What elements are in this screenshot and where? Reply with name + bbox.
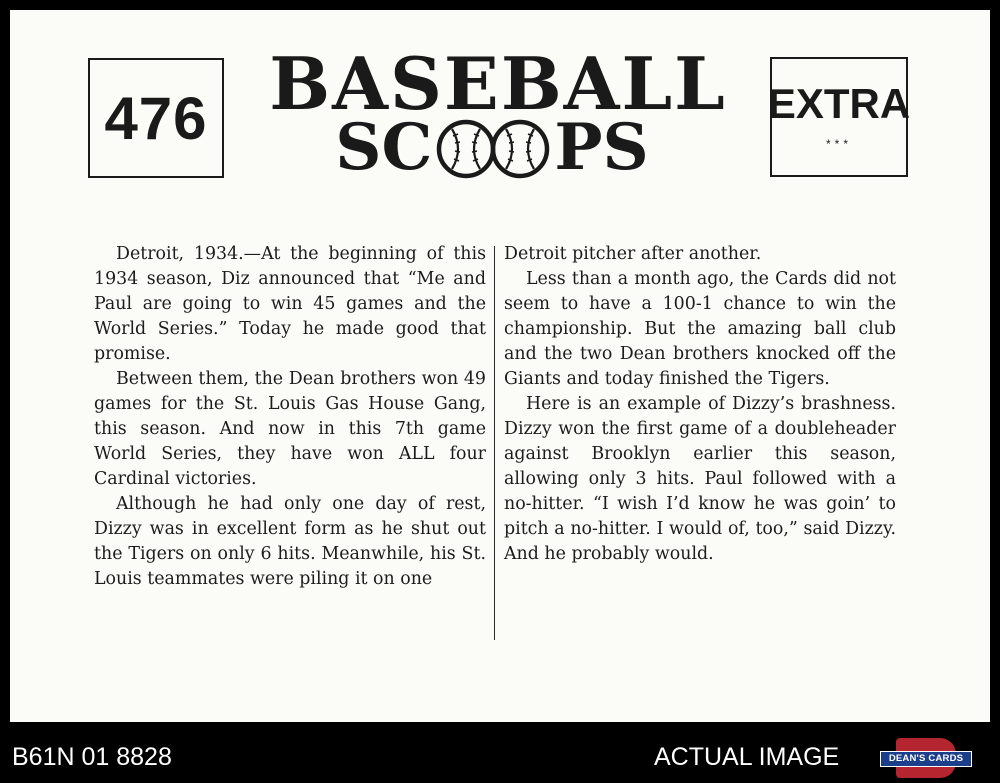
- title-scoops-right: PS: [554, 110, 649, 185]
- article-paragraph: Less than a month ago, the Cards did not seem to have a 100-1 chance to win the championship. But the amazing ball club and the two Dean brothers knocked off the Giants and today finished the Tigers.: [504, 269, 896, 389]
- card-number-box: [88, 58, 224, 178]
- column-divider: [494, 246, 495, 640]
- cert-id: B61N 01 8828: [12, 743, 172, 771]
- article-paragraph: Detroit pitcher after another.: [504, 244, 762, 264]
- baseball-icon: [434, 111, 552, 185]
- card-number: 476: [104, 84, 208, 152]
- article-paragraph: Here is an example of Dizzy’s brashness. Dizzy won the first game of a doubleheader against Brooklyn earlier this season, allowing only 3 hits. Paul followed with a no-hitter. “I wish I’d know he was goin’ to pitch a no-hitter. I would of, too,” said Dizzy. And he probably would.: [504, 394, 896, 564]
- article-paragraph: Although he had only one day of rest, Dizzy was in excellent form as he shut out the Tigers on only 6 hits. Meanwhile, his St. Louis teammates were piling it on one: [94, 494, 486, 589]
- extra-label: EXTRA: [767, 80, 911, 127]
- deans-cards-logo: [880, 738, 972, 778]
- article-left-column: [94, 242, 486, 592]
- card-back: [10, 10, 990, 722]
- extra-badge: [767, 57, 911, 177]
- article-paragraph: Between them, the Dean brothers won 49 games for the St. Louis Gas House Gang, this season. And now in this 7th game World Series, they have won ALL four Cardinal victories.: [94, 369, 486, 489]
- actual-image-label: ACTUAL IMAGE: [654, 743, 840, 771]
- title-scoops-left: SC: [335, 110, 433, 185]
- article-paragraph: Detroit, 1934.—At the beginning of this 1934 season, Diz announced that “Me and Paul are going to win 45 games and the World Series.” Today he made good that promise.: [94, 244, 486, 364]
- logo-text: DEAN'S CARDS: [880, 751, 972, 767]
- extra-stars: ***: [825, 137, 852, 151]
- title-baseball: BASEBALL: [269, 41, 727, 126]
- article-right-column: [504, 242, 896, 567]
- title-scoops: [292, 108, 692, 188]
